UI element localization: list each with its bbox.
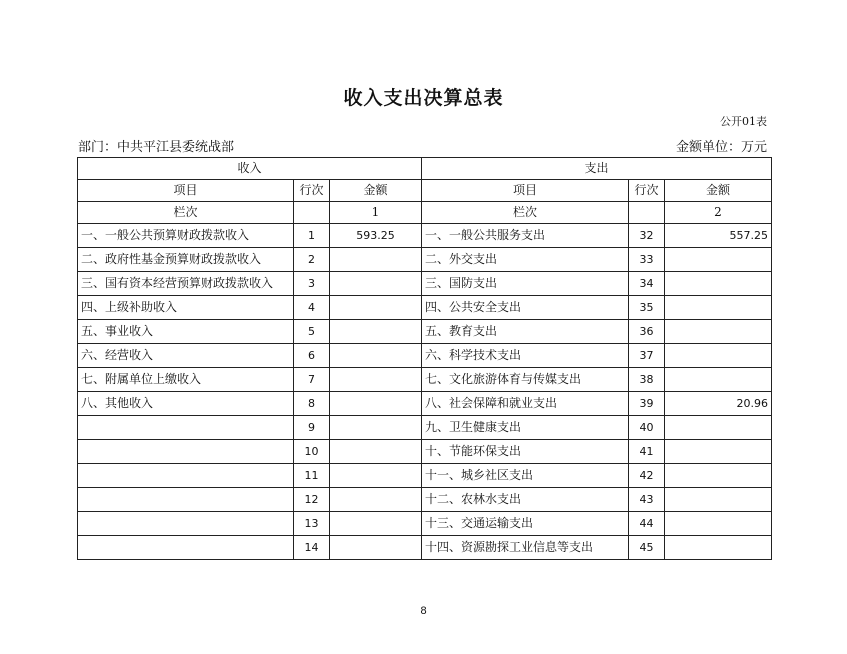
income-item-cell: [78, 416, 294, 440]
income-item-cell: 二、政府性基金预算财政拨款收入: [78, 248, 294, 272]
page-number: 8: [420, 605, 427, 617]
expense-row-no-cell: 41: [629, 440, 665, 464]
expense-item-cell: 四、公共安全支出: [422, 296, 629, 320]
expense-amount-cell: [665, 296, 772, 320]
expense-amount-cell: [665, 248, 772, 272]
expense-item-cell: 三、国防支出: [422, 272, 629, 296]
income-column-label: 栏次: [78, 202, 294, 224]
expense-row-no-cell: 44: [629, 512, 665, 536]
income-item-cell: 五、事业收入: [78, 320, 294, 344]
table-row: [78, 392, 772, 416]
expense-item-cell: 十一、城乡社区支出: [422, 464, 629, 488]
expense-row-no-cell: 43: [629, 488, 665, 512]
income-row-no-cell: 6: [294, 344, 330, 368]
expense-item-cell: 八、社会保障和就业支出: [422, 392, 629, 416]
income-item-cell: 七、附属单位上缴收入: [78, 368, 294, 392]
income-amount-cell: [330, 488, 422, 512]
income-row-no-cell: 11: [294, 464, 330, 488]
income-item-cell: [78, 536, 294, 560]
income-amount-cell: [330, 296, 422, 320]
table-row: [78, 296, 772, 320]
income-row-no-cell: 2: [294, 248, 330, 272]
expense-row-no-cell: 37: [629, 344, 665, 368]
income-amount-cell: [330, 320, 422, 344]
form-number: 公开01表: [720, 115, 767, 128]
expense-column-label-blank: [629, 202, 665, 224]
table-row: [78, 248, 772, 272]
table-row: [78, 536, 772, 560]
expense-row-no-cell: 39: [629, 392, 665, 416]
table-row: [78, 224, 772, 248]
income-row-no-cell: 7: [294, 368, 330, 392]
income-row-no-cell: 10: [294, 440, 330, 464]
income-amount-header: 金额: [330, 180, 422, 202]
table-row: [78, 464, 772, 488]
expense-amount-cell: [665, 536, 772, 560]
income-item-cell: 八、其他收入: [78, 392, 294, 416]
income-amount-cell: [330, 344, 422, 368]
income-row-no-cell: 12: [294, 488, 330, 512]
expense-amount-cell: 20.96: [665, 392, 772, 416]
income-amount-cell: 593.25: [330, 224, 422, 248]
table-row: [78, 488, 772, 512]
expense-amount-cell: [665, 320, 772, 344]
expense-column-number: 2: [665, 202, 772, 224]
income-amount-cell: [330, 440, 422, 464]
column-header-row: [78, 180, 772, 202]
expense-item-cell: 十四、资源勘探工业信息等支出: [422, 536, 629, 560]
expense-item-header: 项目: [422, 180, 629, 202]
income-amount-cell: [330, 272, 422, 296]
income-row-no-header: 行次: [294, 180, 330, 202]
income-item-cell: 三、国有资本经营预算财政拨款收入: [78, 272, 294, 296]
income-column-label-blank: [294, 202, 330, 224]
expense-amount-cell: [665, 488, 772, 512]
expense-amount-cell: [665, 272, 772, 296]
expense-item-cell: 十三、交通运输支出: [422, 512, 629, 536]
expense-amount-cell: 557.25: [665, 224, 772, 248]
expense-row-no-cell: 45: [629, 536, 665, 560]
income-item-cell: 一、一般公共预算财政拨款收入: [78, 224, 294, 248]
income-item-cell: 四、上级补助收入: [78, 296, 294, 320]
income-amount-cell: [330, 248, 422, 272]
table-row: [78, 272, 772, 296]
income-section-header: 收入: [78, 158, 422, 180]
table-row: [78, 320, 772, 344]
expense-row-no-cell: 38: [629, 368, 665, 392]
expense-item-cell: 九、卫生健康支出: [422, 416, 629, 440]
expense-item-cell: 六、科学技术支出: [422, 344, 629, 368]
income-amount-cell: [330, 368, 422, 392]
expense-item-cell: 一、一般公共服务支出: [422, 224, 629, 248]
expense-amount-cell: [665, 512, 772, 536]
expense-amount-cell: [665, 416, 772, 440]
unit-label: 金额单位：万元: [675, 140, 767, 155]
expense-row-no-cell: 40: [629, 416, 665, 440]
expense-item-cell: 五、教育支出: [422, 320, 629, 344]
table-row: [78, 416, 772, 440]
expense-row-no-cell: 34: [629, 272, 665, 296]
expense-column-label: 栏次: [422, 202, 629, 224]
table-row: [78, 440, 772, 464]
expense-amount-cell: [665, 464, 772, 488]
income-amount-cell: [330, 464, 422, 488]
income-amount-cell: [330, 392, 422, 416]
expense-row-no-cell: 36: [629, 320, 665, 344]
budget-summary-table: [77, 157, 772, 560]
income-amount-cell: [330, 512, 422, 536]
income-row-no-cell: 3: [294, 272, 330, 296]
expense-amount-cell: [665, 440, 772, 464]
income-row-no-cell: 5: [294, 320, 330, 344]
page-title: 收入支出决算总表: [343, 87, 504, 109]
expense-item-cell: 十、节能环保支出: [422, 440, 629, 464]
expense-row-no-header: 行次: [629, 180, 665, 202]
income-item-cell: [78, 464, 294, 488]
income-amount-cell: [330, 536, 422, 560]
income-amount-cell: [330, 416, 422, 440]
income-row-no-cell: 13: [294, 512, 330, 536]
income-column-number: 1: [330, 202, 422, 224]
income-item-cell: [78, 440, 294, 464]
expense-item-cell: 十二、农林水支出: [422, 488, 629, 512]
expense-row-no-cell: 35: [629, 296, 665, 320]
income-item-cell: 六、经营收入: [78, 344, 294, 368]
expense-item-cell: 七、文化旅游体育与传媒支出: [422, 368, 629, 392]
expense-row-no-cell: 42: [629, 464, 665, 488]
income-row-no-cell: 4: [294, 296, 330, 320]
expense-row-no-cell: 33: [629, 248, 665, 272]
income-item-cell: [78, 512, 294, 536]
expense-amount-cell: [665, 368, 772, 392]
income-item-cell: [78, 488, 294, 512]
expense-section-header: 支出: [422, 158, 772, 180]
income-row-no-cell: 9: [294, 416, 330, 440]
income-row-no-cell: 8: [294, 392, 330, 416]
department-label: 部门：中共平江县委统战部: [78, 140, 235, 155]
section-header-row: [78, 158, 772, 180]
table-row: [78, 344, 772, 368]
expense-row-no-cell: 32: [629, 224, 665, 248]
expense-item-cell: 二、外交支出: [422, 248, 629, 272]
expense-amount-header: 金额: [665, 180, 772, 202]
expense-amount-cell: [665, 344, 772, 368]
income-item-header: 项目: [78, 180, 294, 202]
table-row: [78, 368, 772, 392]
income-row-no-cell: 1: [294, 224, 330, 248]
column-label-row: [78, 202, 772, 224]
table-row: [78, 512, 772, 536]
income-row-no-cell: 14: [294, 536, 330, 560]
